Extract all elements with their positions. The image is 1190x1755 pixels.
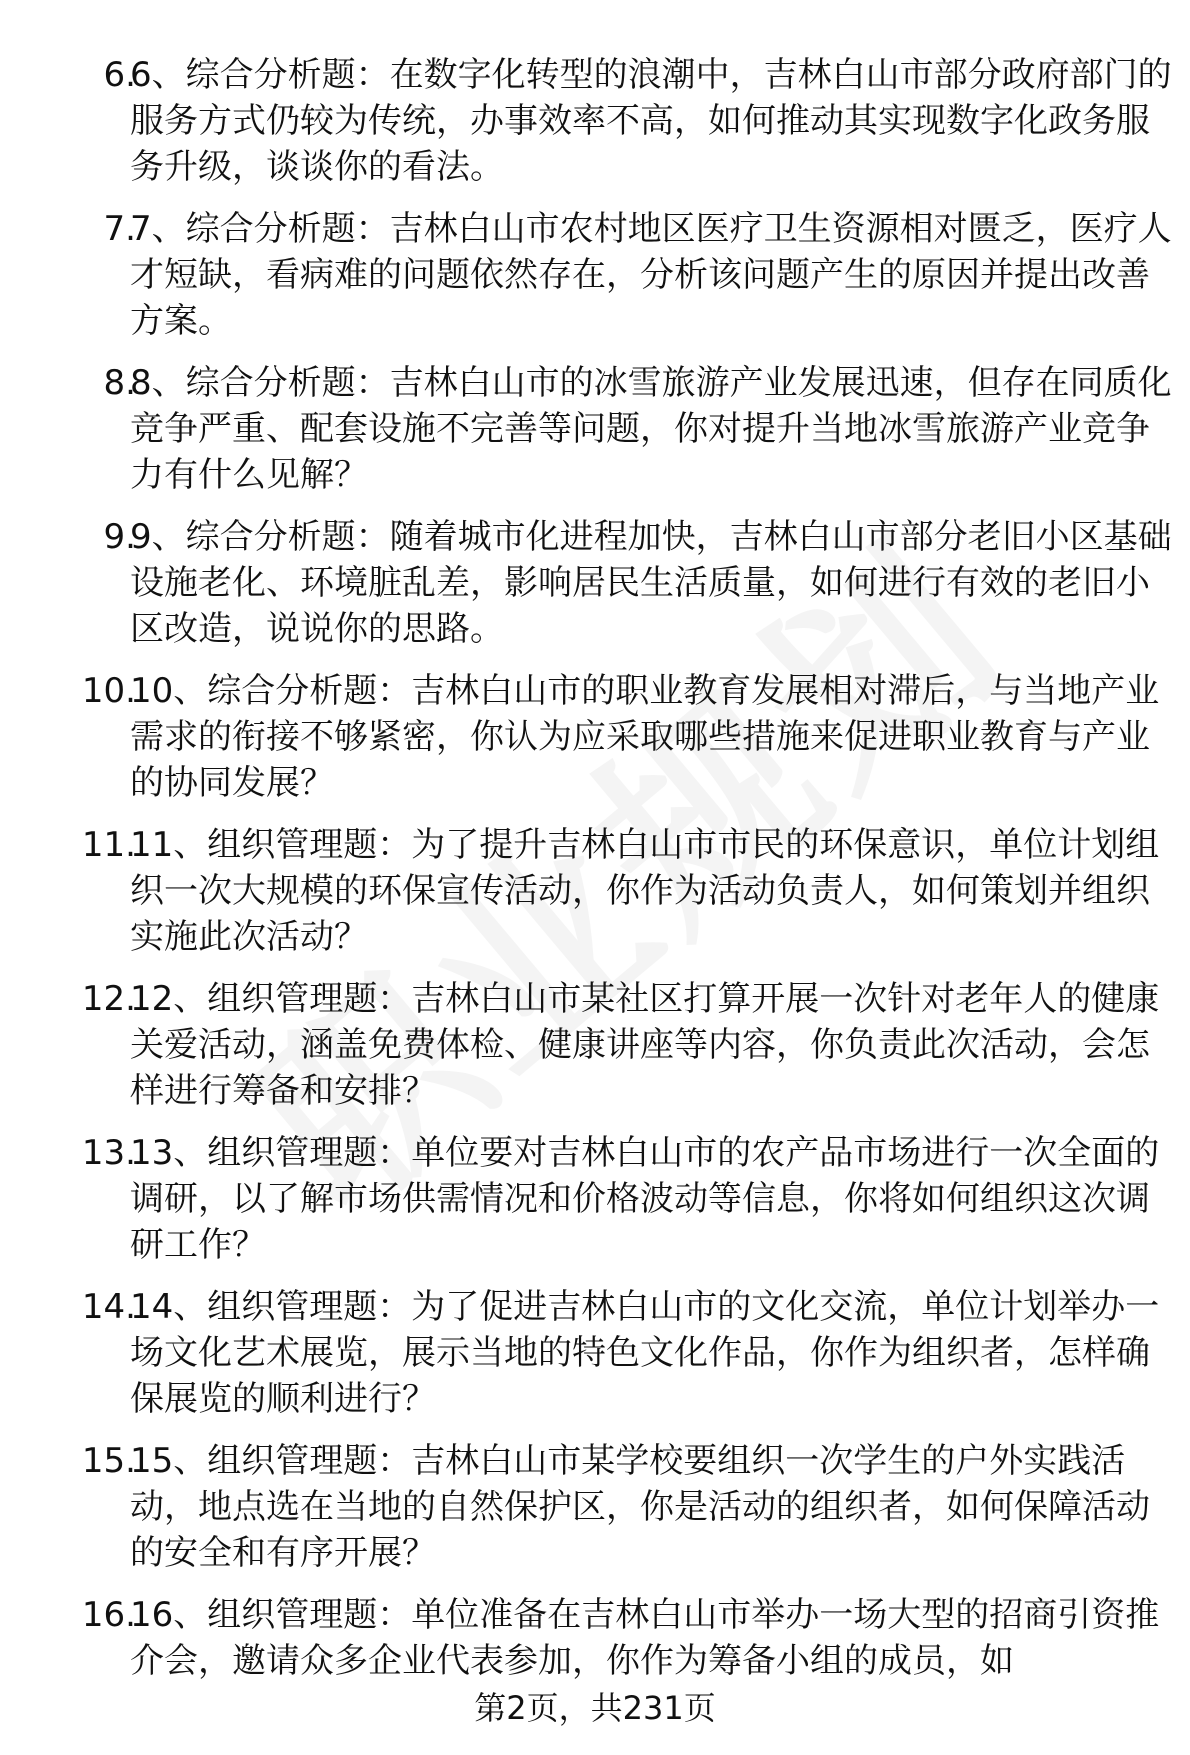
item-number: 11. bbox=[81, 825, 136, 865]
list-item bbox=[0, 360, 1190, 514]
question-text: 9、综合分析题：随着城市化进程加快，吉林白山市部分老旧小区基础设施老化、环境脏乱差，影响居民生活质量，如何进行有效的老旧小区改造，说说你的思路。 bbox=[130, 517, 1172, 649]
question-text: 13、组织管理题：单位要对吉林白山市的农产品市场进行一次全面的调研，以了解市场供需情况和价格波动等信息，你将如何组织这次调研工作？ bbox=[130, 1133, 1160, 1265]
list-item bbox=[0, 1130, 1190, 1284]
item-number: 15. bbox=[81, 1441, 136, 1481]
question-text: 6、综合分析题：在数字化转型的浪潮中，吉林白山市部分政府部门的服务方式仍较为传统，办事效率不高，如何推动其实现数字化政务服务升级，谈谈你的看法。 bbox=[130, 55, 1172, 187]
question-text: 11、组织管理题：为了提升吉林白山市市民的环保意识，单位计划组织一次大规模的环保宣传活动，你作为活动负责人，如何策划并组织实施此次活动？ bbox=[130, 825, 1160, 957]
question-text: 7、综合分析题：吉林白山市农村地区医疗卫生资源相对匮乏，医疗人才短缺，看病难的问题依然存在，分析该问题产生的原因并提出改善方案。 bbox=[130, 209, 1172, 341]
question-list bbox=[0, 52, 1190, 1746]
item-number: 16. bbox=[81, 1595, 136, 1635]
item-number: 14. bbox=[81, 1287, 136, 1327]
list-item bbox=[0, 976, 1190, 1130]
page-footer: 第2页，共231页 bbox=[474, 1689, 716, 1727]
item-number: 9. bbox=[103, 517, 136, 557]
item-number: 6. bbox=[103, 55, 136, 95]
question-text: 15、组织管理题：吉林白山市某学校要组织一次学生的户外实践活动，地点选在当地的自然保护区，你是活动的组织者，如何保障活动的安全和有序开展？ bbox=[130, 1441, 1150, 1573]
list-item bbox=[0, 1438, 1190, 1592]
list-item bbox=[0, 1284, 1190, 1438]
item-number: 10. bbox=[81, 671, 136, 711]
question-text: 8、综合分析题：吉林白山市的冰雪旅游产业发展迅速，但存在同质化竞争严重、配套设施不完善等问题，你对提升当地冰雪旅游产业竞争力有什么见解？ bbox=[130, 363, 1172, 495]
list-item bbox=[0, 52, 1190, 206]
item-number: 13. bbox=[81, 1133, 136, 1173]
list-item bbox=[0, 206, 1190, 360]
list-item bbox=[0, 668, 1190, 822]
item-number: 8. bbox=[103, 363, 136, 403]
question-text: 16、组织管理题：单位准备在吉林白山市举办一场大型的招商引资推介会，邀请众多企业代表参加，你作为筹备小组的成员，如 bbox=[130, 1595, 1160, 1681]
item-number: 7. bbox=[103, 209, 136, 249]
list-item bbox=[0, 822, 1190, 976]
question-text: 12、组织管理题：吉林白山市某社区打算开展一次针对老年人的健康关爱活动，涵盖免费体检、健康讲座等内容，你负责此次活动，会怎样进行筹备和安排？ bbox=[130, 979, 1160, 1111]
question-text: 10、综合分析题：吉林白山市的职业教育发展相对滞后，与当地产业需求的衔接不够紧密，你认为应采取哪些措施来促进职业教育与产业的协同发展？ bbox=[130, 671, 1160, 803]
item-number: 12. bbox=[81, 979, 136, 1019]
list-item bbox=[0, 514, 1190, 668]
question-text: 14、组织管理题：为了促进吉林白山市的文化交流，单位计划举办一场文化艺术展览，展示当地的特色文化作品，你作为组织者，怎样确保展览的顺利进行？ bbox=[130, 1287, 1160, 1419]
